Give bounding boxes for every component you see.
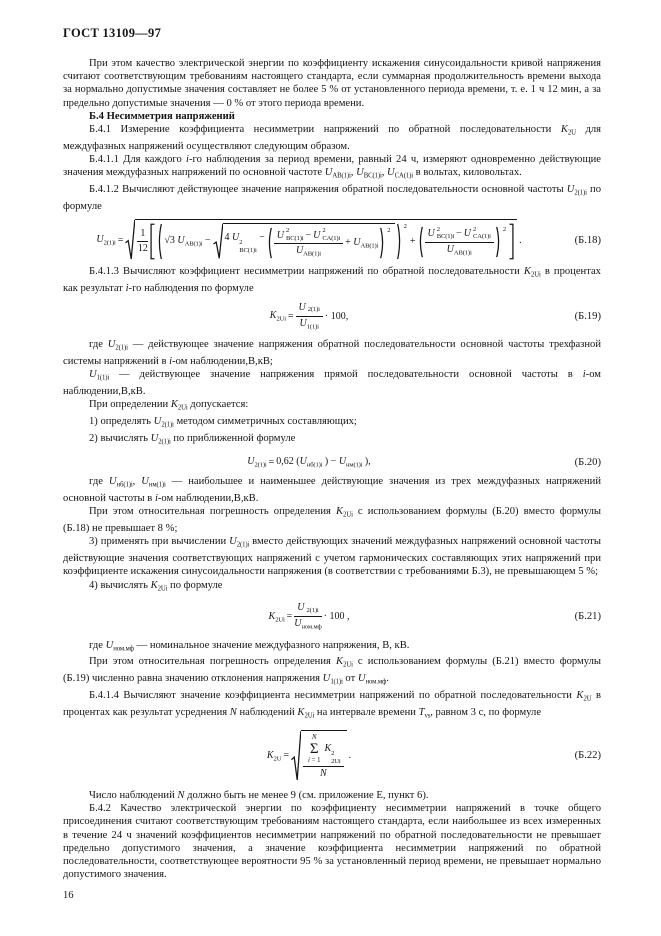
fraction-bc-ca: U 2 BC(1)i − U 2 CA(1)i $U_{AB(1)i}$ (425, 226, 494, 258)
left-paren-icon (267, 227, 272, 259)
list-item-1: 1) определять $U_{2(1)i}$ методом симметричных составляющих; (89, 416, 357, 429)
exponent-2: 2 (403, 223, 407, 231)
formula-b19-lhs: $K_{2Ui}$ (269, 310, 286, 323)
sigma-icon: Σ (309, 741, 319, 758)
formula-b18-lhs: $U_{2(1)i}$ (96, 233, 116, 247)
fraction-bc-ca: U 2 BC(1)i − U 2 CA(1)i $U_{AB(1)i}$ (274, 227, 343, 259)
group-squared (418, 226, 508, 258)
formula-b19 (63, 302, 601, 331)
formula-b18 (63, 219, 601, 261)
group-squared (157, 223, 408, 260)
formula-number: (Б.21) (574, 611, 601, 623)
paragraph-b42: Б.4.2 Качество электрической энергии по коэффициенту несимметрии напряжений в точке общего присоединения считают соответствующим требованиям настоящего стандарта, если наибольшее из всех измеренных в течение 24 ч значений коэффициентов несимметрии напряжений по обратной последовательности не превышает предельно допустимого значения, а значение коэффициента несимметрии напряжений по обратной последовательности, соответствующее вероятности 95 % за установленный период времени, не превышает нормально допустимого значения. (63, 803, 601, 881)
left-bracket-icon (150, 223, 155, 260)
formula-b19-tail: · 100, (324, 311, 349, 323)
paragraph-pri1: При определении $K_{2Ui}$ допускается: (89, 399, 249, 412)
formula-b18-term3: + $U_{AB(1)i}$ (345, 236, 379, 250)
left-paren-icon (418, 226, 423, 258)
paragraph-gde4: где $U_{ном.мф}$ — номинальное значение междуфазного напряжения, В, кВ. (89, 639, 410, 653)
fraction-u2-u1: U $_{2(1)i}$ $U_{1(1)i}$ (296, 302, 323, 331)
formula-number: (Б.20) (574, 456, 601, 468)
paragraph-pri3: При этом относительная погрешность определения $K_{2Ui}$ с использованием формулы (Б.21) вместо формулы (Б.19) численно равна значению отклонения напряжения $U_{1(1)i}$ от $U_{ном.мф}$. (63, 656, 601, 686)
paragraph-chislo: Число наблюдений N должно быть не менее 9 (см. приложение Е, пункт 6). (89, 789, 429, 801)
radical-tick-icon (291, 730, 301, 782)
paragraph-pri2: При этом относительная погрешность определения $K_{2Ui}$ с использованием формулы (Б.20) вместо формулы (Б.18) не превышает 8 %; (63, 506, 601, 535)
paragraph-b41: Б.4.1 Измерение коэффициента несимметрии напряжений по обратной последовательности $K_{2U}$ для междуфазных напряжений осуществляют следующим образом. (63, 124, 601, 152)
radical-outer (125, 219, 517, 261)
radical (291, 730, 347, 782)
fraction-u2-unom: U $_{2(1)i}$ $U_{ном.мф}$ (294, 602, 322, 631)
equals-sign: = (117, 234, 124, 246)
formula-b20-lhs: $U_{2(1)i}$ (247, 455, 267, 469)
radical-tick-icon (125, 219, 135, 261)
paragraph-b414: Б.4.1.4 Вычисляют значение коэффициента несимметрии напряжений по обратной последовательности $K_{2U}$ в процентах как результат усреднения N наблюдений $K_{2Ui}$ на интервале времени $T_{vs}$, равном 3 с, по формуле (63, 690, 601, 720)
right-paren-icon (380, 227, 385, 259)
paragraph-b411: Б.4.1.1 Для каждого i-го наблюдения за период времени, равный 24 ч, измеряют одновременно действующие значения междуфазных напряжений по основной частоте $U_{AB(1)i}$, $U_{BC(1)i}$, $U_{CA(1)i}$ в вольтах, киловольтах. (63, 154, 601, 180)
paragraph-gde1: где $U_{2(1)i}$ — действующее значение напряжения обратной последовательности основной частоты трехфазной системы напряжений в i-ом наблюдении,В,кВ; (63, 339, 601, 368)
right-paren-icon (496, 226, 501, 258)
formula-b18-term2: 4 U 2 BC(1)i − (224, 231, 265, 254)
fraction-sum-n: N Σ i = 1 K 2 2Ui N (303, 734, 344, 781)
formula-b22-summand: K 2 2Ui (324, 743, 341, 765)
formula-b22 (63, 730, 601, 782)
formula-b21 (63, 602, 601, 631)
paragraph-b413: Б.4.1.3 Вычисляют коэффициент несимметрии напряжений по обратной последовательности $K_{2Ui}$ в процентах как результат i-го наблюдения по формуле (63, 266, 601, 294)
exponent-2: 2 (502, 225, 507, 233)
document-header: ГОСТ 13109—97 (63, 26, 162, 40)
formula-b18-term1: √3 $U_{AB(1)i}$ − (164, 235, 211, 248)
formula-number: (Б.22) (574, 750, 601, 762)
paragraph-gde3: где $U_{нб(1)i}$, $U_{нм(1)i}$ — наибольшее и наименьшее действующие значения из трех междуфазных напряжений основной частоты в i-ом наблюдении,В,кВ. (63, 476, 601, 505)
exponent-2: 2 (387, 227, 391, 235)
equals-sign: = (283, 750, 289, 762)
right-paren-icon (397, 223, 402, 260)
list-item-2: 2) вычислять $U_{2(1)i}$ по приближенной формуле (89, 432, 296, 446)
heading-b4: Б.4 Несимметрия напряжений (89, 110, 235, 122)
period: . (348, 750, 352, 762)
formula-b20-rhs: 0,62 ($U_{нб(1)i}$ ) − $U_{нм(1)i}$ ), (276, 455, 371, 469)
equals-sign: = (287, 311, 294, 323)
fraction-one-twelfth: $\frac{1}{12}$ (137, 227, 148, 254)
formula-number: (Б.19) (574, 311, 601, 323)
formula-number: (Б.18) (574, 234, 601, 246)
paragraph-b412: Б.4.1.2 Вычисляют действующее значение напряжения обратной последовательности основной частоты $U_{2(1)i}$ по формуле (63, 184, 601, 212)
equals-sign: = (268, 456, 275, 468)
left-paren-icon (157, 223, 162, 260)
formula-b21-tail: · 100 , (323, 611, 350, 623)
plus-sign: + (409, 236, 416, 247)
paragraph-gde2: $U_{1(1)i}$ — действующее значение напряжения прямой последовательности основной частоты в i-ом наблюдении,В,кВ. (63, 369, 601, 398)
period: . (519, 234, 522, 246)
formula-b22-lhs: $K_{2U}$ (266, 749, 282, 763)
radical-inner (213, 223, 395, 260)
equals-sign: = (286, 611, 293, 623)
right-bracket-icon (509, 223, 514, 260)
page-number: 16 (63, 890, 74, 902)
summation: N Σ i = 1 (307, 733, 321, 764)
formula-b21-lhs: $K_{2Ui}$ (268, 610, 285, 624)
list-item-4: 4) вычислять $K_{2Ui}$ по формуле (89, 579, 223, 593)
paragraph-intro: При этом качество электрической энергии по коэффициенту искажения синусоидальности кривой напряжения считают соответствующим требованиям настоящего стандарта, если суммарная продолжительность времени выхода за нормально допустимые значения составляет не более 5 % от установленного периода времени, т. е. 1 ч 12 мин, а за предельно допустимые значения — 0 % от этого периода времени. (63, 58, 601, 109)
list-item-3: 3) применять при вычислении $U_{2(1)i}$ вместо действующих значений междуфазных напряжений основной частоты действующие значения соответствующих напряжений с учетом гармонических составляющих этих напряжений при коэффициенте искажения синусоидальности напряжения (в соответствии с требованиями Б.3), не превышающем 5 %; (63, 536, 601, 578)
formula-b20 (63, 456, 601, 469)
radical-tick-icon (213, 223, 223, 260)
